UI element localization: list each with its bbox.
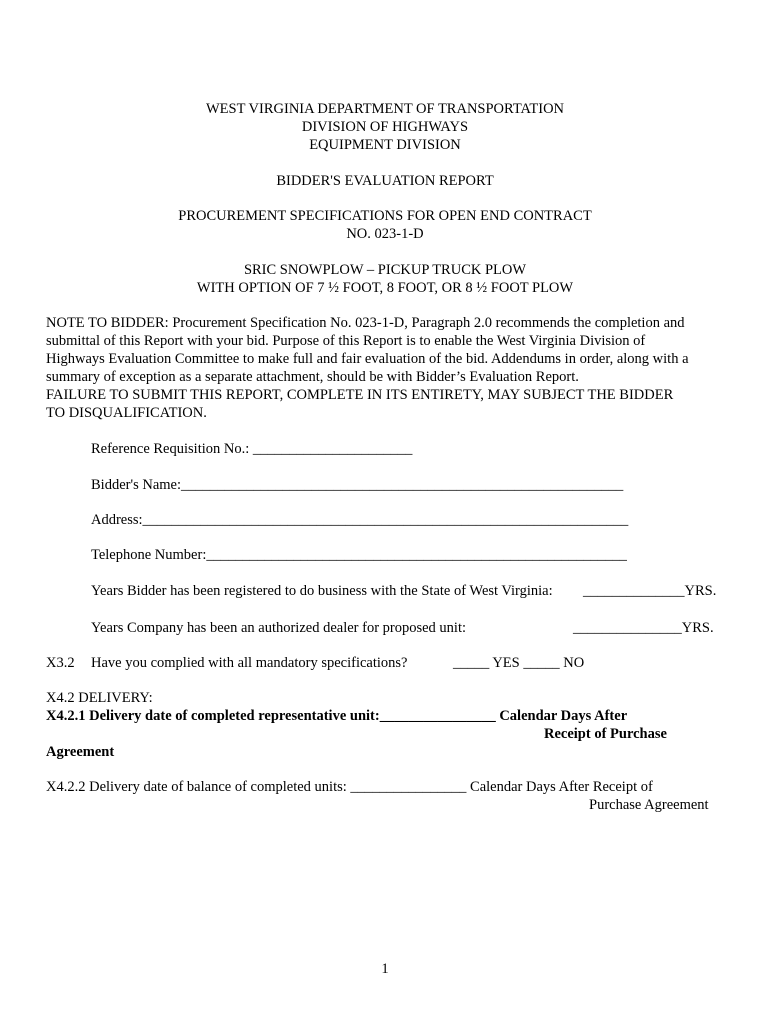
x422-line-1[interactable]: X4.2.2 Delivery date of balance of completed units: ________________ Calendar Days After Receipt of	[46, 779, 653, 795]
address-field[interactable]: Address:___________________________________________________________________	[91, 512, 629, 528]
x32-number: X3.2	[46, 655, 75, 671]
product-title: SRIC SNOWPLOW – PICKUP TRUCK PLOW	[243, 262, 527, 278]
header-division: DIVISION OF HIGHWAYS	[301, 119, 469, 135]
contract-number: NO. 023-1-D	[346, 226, 424, 242]
failure-warning-line-2: TO DISQUALIFICATION.	[46, 405, 207, 421]
x421-line-2: Receipt of Purchase	[544, 726, 667, 742]
procurement-title: PROCUREMENT SPECIFICATIONS FOR OPEN END CONTRACT	[178, 208, 592, 224]
telephone-field[interactable]: Telephone Number:__________________________________________________________	[91, 547, 627, 563]
report-title: BIDDER'S EVALUATION REPORT	[276, 173, 494, 189]
delivery-heading: X4.2 DELIVERY:	[46, 690, 153, 706]
years-registered-label: Years Bidder has been registered to do business with the State of West Virginia:	[91, 583, 553, 599]
x32-yes-no-field[interactable]: _____ YES _____ NO	[453, 655, 585, 671]
years-dealer-field[interactable]: _______________YRS.	[573, 620, 714, 636]
page-number: 1	[381, 961, 389, 977]
years-dealer-label: Years Company has been an authorized dealer for proposed unit:	[91, 620, 467, 636]
product-options: WITH OPTION OF 7 ½ FOOT, 8 FOOT, OR 8 ½ FOOT PLOW	[196, 280, 574, 296]
note-line-2: submittal of this Report with your bid. Purpose of this Report is to enable the West Virginia Division of	[46, 333, 646, 349]
x422-line-2: Purchase Agreement	[589, 797, 709, 813]
bidder-name-field[interactable]: Bidder's Name:_____________________________________________________________	[91, 477, 624, 493]
header-agency: WEST VIRGINIA DEPARTMENT OF TRANSPORTATION	[205, 101, 565, 117]
x32-question: Have you complied with all mandatory specifications?	[91, 655, 408, 671]
note-line-1: NOTE TO BIDDER: Procurement Specification No. 023-1-D, Paragraph 2.0 recommends the completion and	[46, 315, 685, 331]
x421-line-3: Agreement	[46, 744, 115, 760]
note-line-3: Highways Evaluation Committee to make full and fair evaluation of the bid. Addendums in order, along with a	[46, 351, 689, 367]
x421-line-1[interactable]: X4.2.1 Delivery date of completed representative unit:________________ Calendar Days After	[46, 708, 628, 724]
requisition-field[interactable]: Reference Requisition No.: ______________________	[91, 441, 413, 457]
failure-warning-line-1: FAILURE TO SUBMIT THIS REPORT, COMPLETE IN ITS ENTIRETY, MAY SUBJECT THE BIDDER	[46, 387, 674, 403]
header-equipment-division: EQUIPMENT DIVISION	[309, 137, 461, 153]
note-line-4: summary of exception as a separate attachment, should be with Bidder’s Evaluation Report.	[46, 369, 579, 385]
years-registered-field[interactable]: ______________YRS.	[583, 583, 717, 599]
